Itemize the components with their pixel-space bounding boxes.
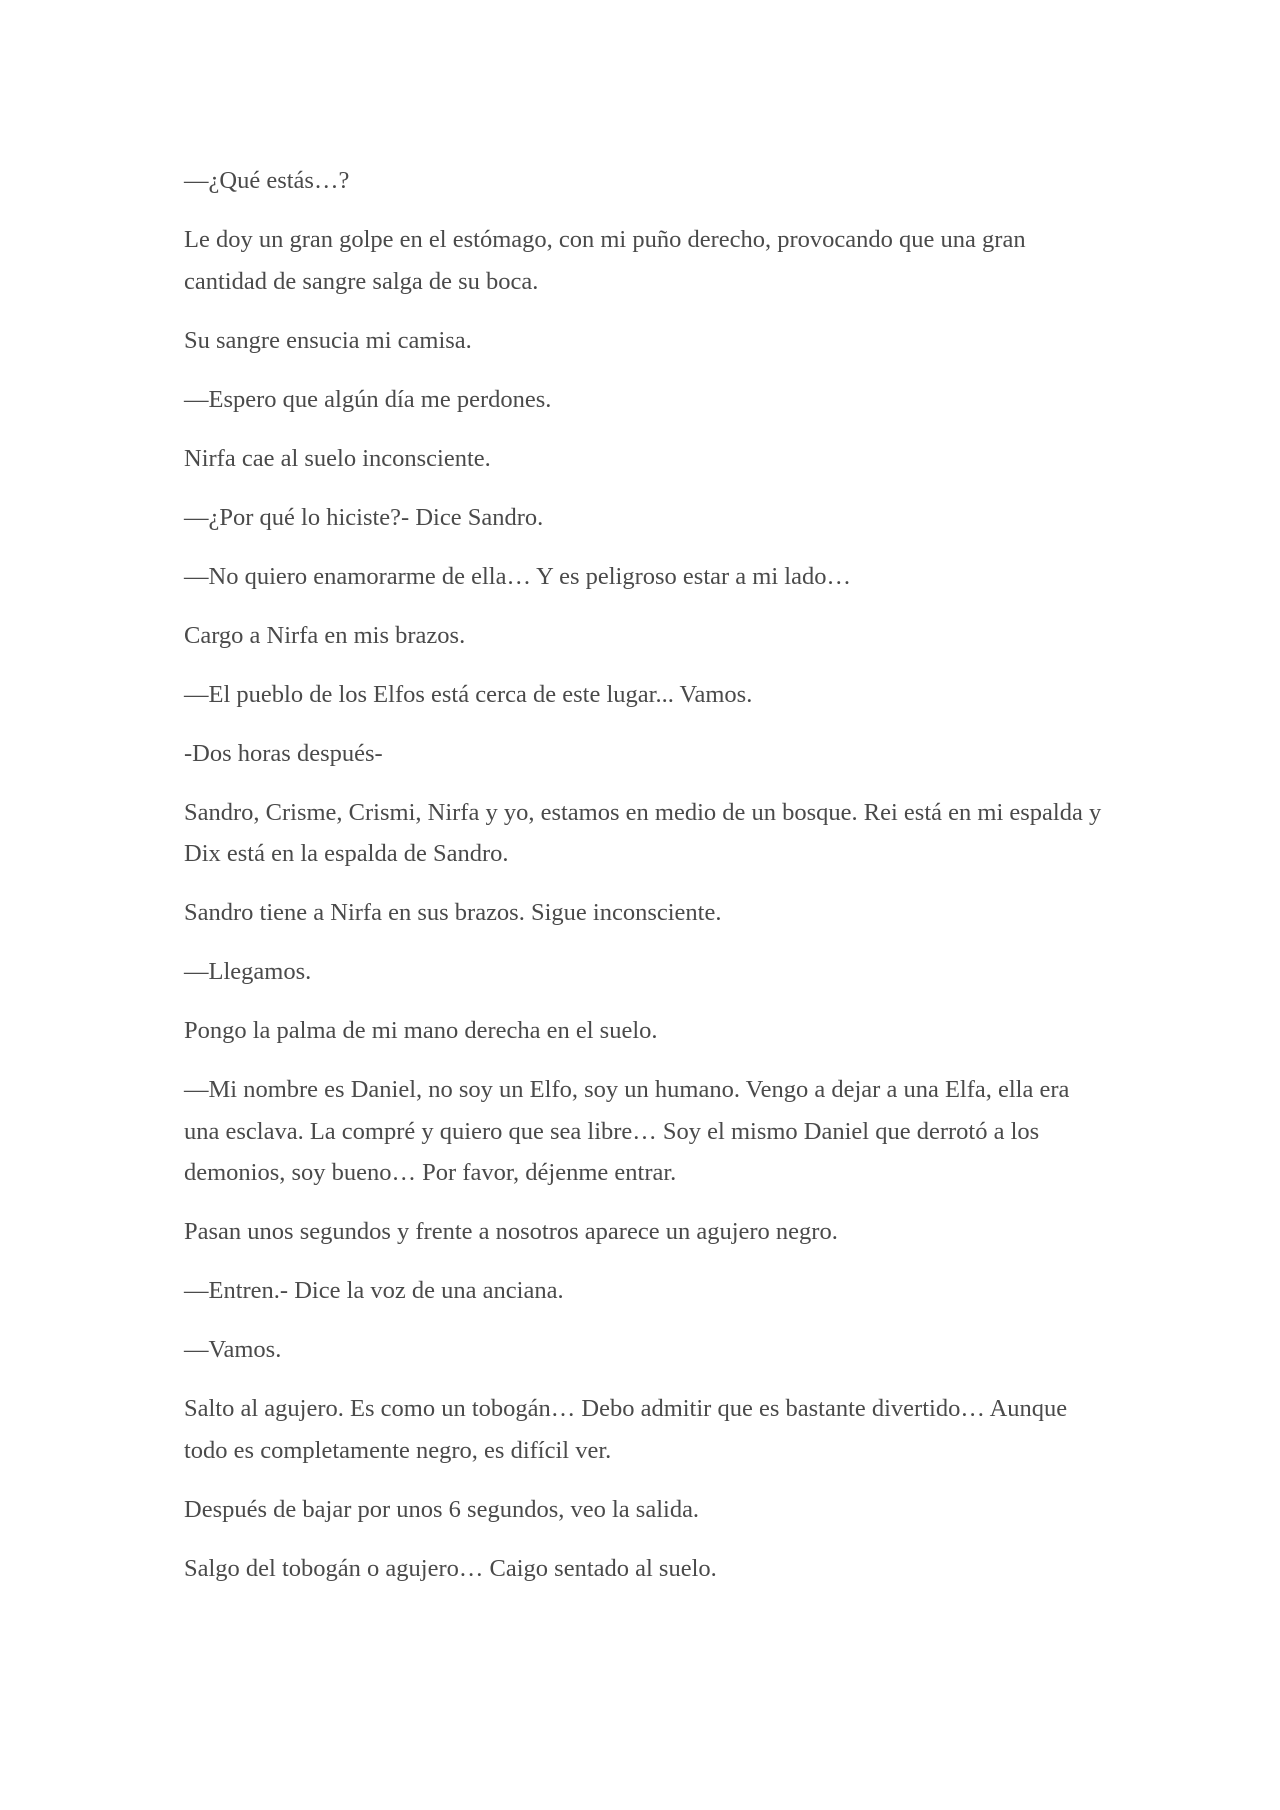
paragraph: Pongo la palma de mi mano derecha en el suelo.	[184, 1017, 658, 1044]
paragraph: —Espero que algún día me perdones.	[184, 385, 552, 413]
document-text	[184, 160, 1104, 1607]
paragraph: -Dos horas después-	[184, 739, 383, 767]
paragraph: —Mi nombre es Daniel, no soy un Elfo, soy un humano. Vengo a dejar a una Elfa, ella era una esclava. La compré y quiero que sea libre… Soy el mismo Daniel que derrotó a los demonios, soy bueno… Por favor, déjenme entrar.	[184, 1076, 1070, 1186]
paragraph: —¿Por qué lo hiciste?- Dice Sandro.	[184, 503, 544, 531]
paragraph: Sandro, Crisme, Crismi, Nirfa y yo, estamos en medio de un bosque. Rei está en mi espalda y Dix está en la espalda de Sandro.	[184, 798, 1102, 867]
paragraph: Su sangre ensucia mi camisa.	[184, 326, 472, 354]
paragraph: —No quiero enamorarme de ella… Y es peligroso estar a mi lado…	[184, 562, 851, 590]
paragraph: —El pueblo de los Elfos está cerca de este lugar... Vamos.	[184, 680, 753, 708]
paragraph: —Entren.- Dice la voz de una anciana.	[184, 1277, 564, 1304]
paragraph: Después de bajar por unos 6 segundos, veo la salida.	[184, 1495, 700, 1523]
paragraph: Salto al agujero. Es como un tobogán… Debo admitir que es bastante divertido… Aunque todo es completamente negro, es difícil ver.	[184, 1395, 1068, 1464]
paragraph: —Vamos.	[184, 1336, 282, 1363]
paragraph: Cargo a Nirfa en mis brazos.	[184, 621, 466, 649]
paragraph: —¿Qué estás…?	[184, 167, 350, 194]
paragraph: —Llegamos.	[184, 958, 312, 985]
paragraph: Nirfa cae al suelo inconsciente.	[184, 444, 491, 472]
paragraph: Le doy un gran golpe en el estómago, con mi puño derecho, provocando que una gran cantidad de sangre salga de su boca.	[184, 226, 1026, 295]
paragraph: Pasan unos segundos y frente a nosotros aparece un agujero negro.	[184, 1218, 838, 1245]
paragraph: Salgo del tobogán o agujero… Caigo sentado al suelo.	[184, 1554, 717, 1582]
paragraph: Sandro tiene a Nirfa en sus brazos. Sigue inconsciente.	[184, 899, 722, 926]
